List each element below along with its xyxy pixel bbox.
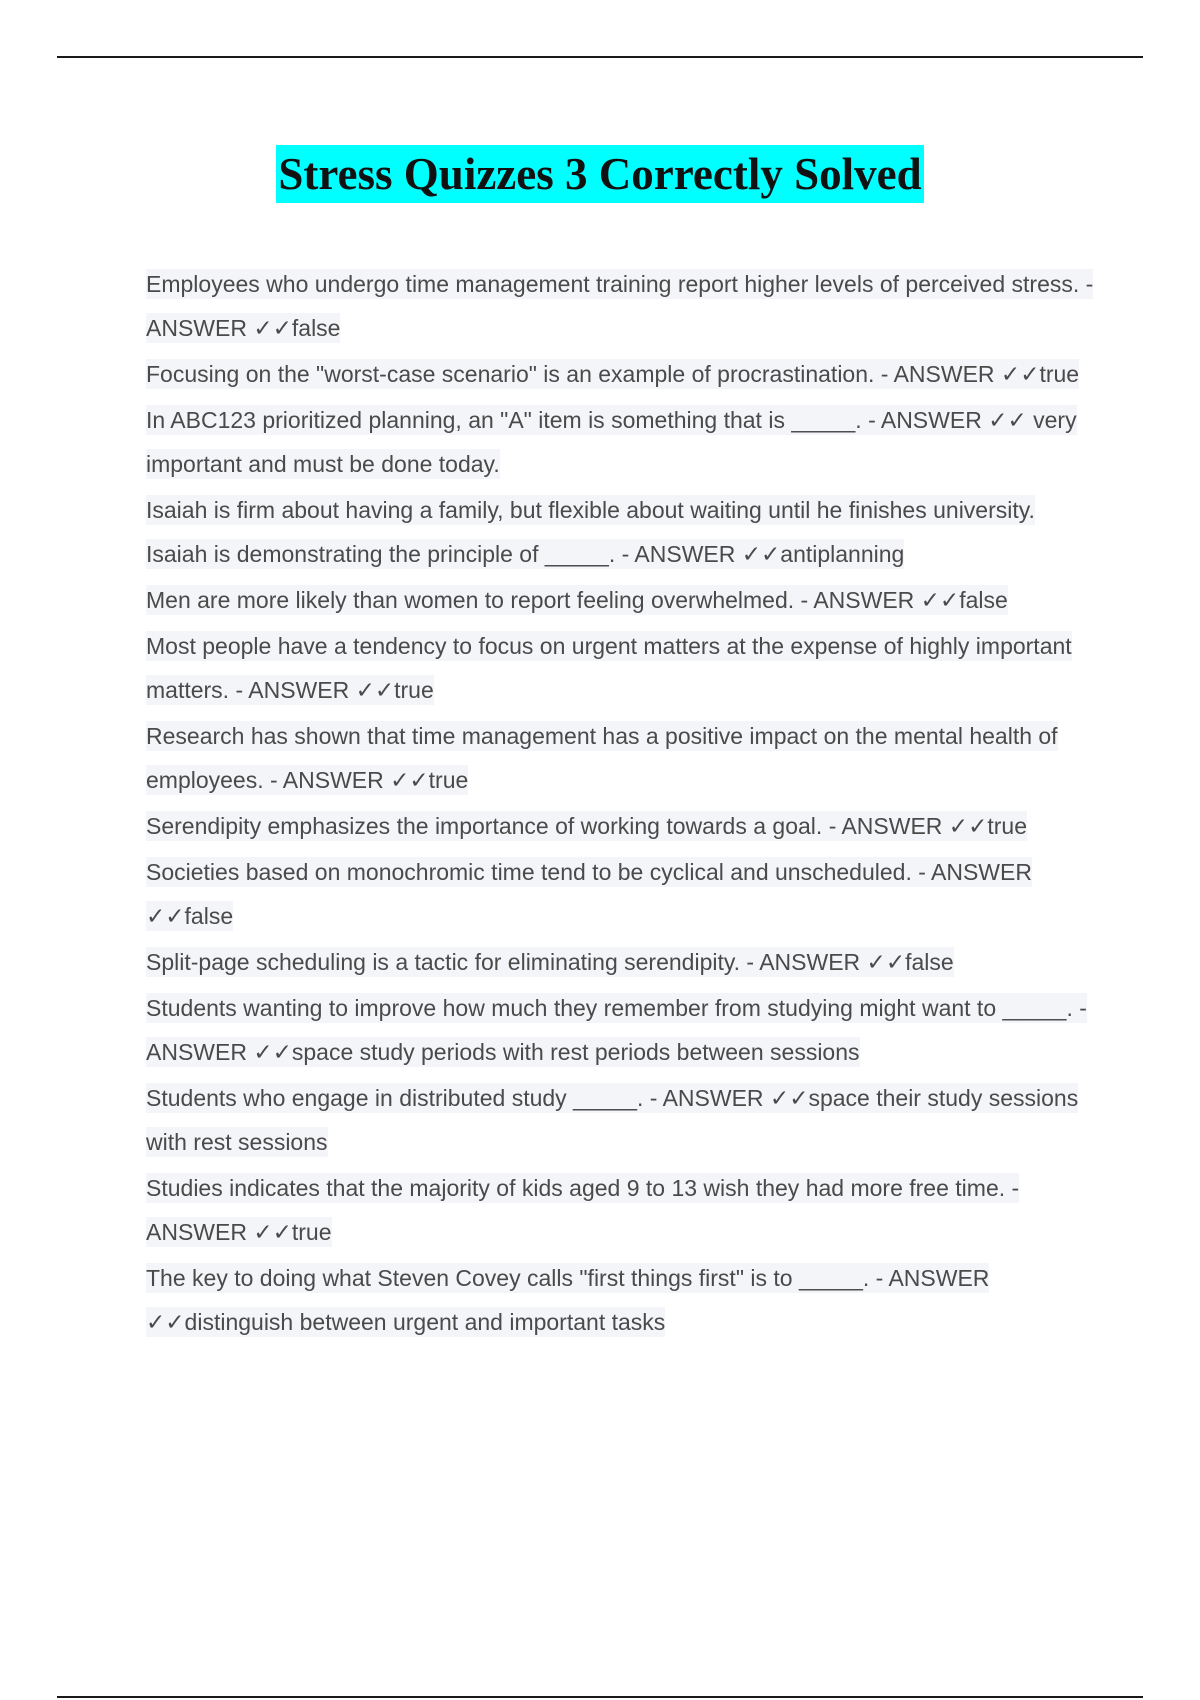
qa-item [146, 488, 1096, 576]
qa-text: Students wanting to improve how much they remember from studying might want to _____. - ANSWER ✓✓space study periods with rest periods between sessions [146, 995, 1087, 1065]
qa-text: Studies indicates that the majority of kids aged 9 to 13 wish they had more free time. - ANSWER ✓✓true [146, 1175, 1020, 1245]
document-title: Stress Quizzes 3 Correctly Solved [276, 145, 923, 203]
qa-text: Societies based on monochromic time tend to be cyclical and unscheduled. - ANSWER ✓✓false [146, 859, 1032, 929]
qa-text: Most people have a tendency to focus on urgent matters at the expense of highly important matters. - ANSWER ✓✓true [146, 633, 1072, 703]
qa-text: Isaiah is firm about having a family, but flexible about waiting until he finishes university. Isaiah is demonstrating the principle of _____. - ANSWER ✓✓antiplanning [146, 497, 1035, 567]
bottom-rule [57, 1696, 1143, 1698]
qa-item [146, 714, 1096, 802]
qa-text: Serendipity emphasizes the importance of working towards a goal. - ANSWER ✓✓true [146, 813, 1027, 839]
qa-text: Focusing on the "worst-case scenario" is an example of procrastination. - ANSWER ✓✓true [146, 361, 1080, 387]
qa-item [146, 1166, 1096, 1254]
qa-text: Employees who undergo time management training report higher levels of perceived stress. - ANSWER ✓✓false [146, 271, 1094, 341]
qa-item [146, 986, 1096, 1074]
qa-item [146, 578, 1096, 622]
title-container [0, 145, 1200, 203]
qa-item [146, 398, 1096, 486]
qa-item [146, 850, 1096, 938]
qa-item [146, 1256, 1096, 1344]
qa-text: Students who engage in distributed study _____. - ANSWER ✓✓space their study sessions with rest sessions [146, 1085, 1079, 1155]
qa-text: In ABC123 prioritized planning, an "A" item is something that is _____. - ANSWER ✓✓ very important and must be done today. [146, 407, 1077, 477]
qa-item [146, 940, 1096, 984]
qa-item [146, 352, 1096, 396]
qa-item [146, 1076, 1096, 1164]
qa-text: Research has shown that time management has a positive impact on the mental health of employees. - ANSWER ✓✓true [146, 723, 1058, 793]
qa-list [146, 262, 1096, 1346]
qa-text: Split-page scheduling is a tactic for eliminating serendipity. - ANSWER ✓✓false [146, 949, 954, 975]
qa-item [146, 262, 1096, 350]
qa-item [146, 624, 1096, 712]
qa-text: Men are more likely than women to report feeling overwhelmed. - ANSWER ✓✓false [146, 587, 1008, 613]
qa-text: The key to doing what Steven Covey calls "first things first" is to _____. - ANSWER ✓✓distinguish between urgent and important tasks [146, 1265, 990, 1335]
qa-item [146, 804, 1096, 848]
top-rule [57, 56, 1143, 58]
